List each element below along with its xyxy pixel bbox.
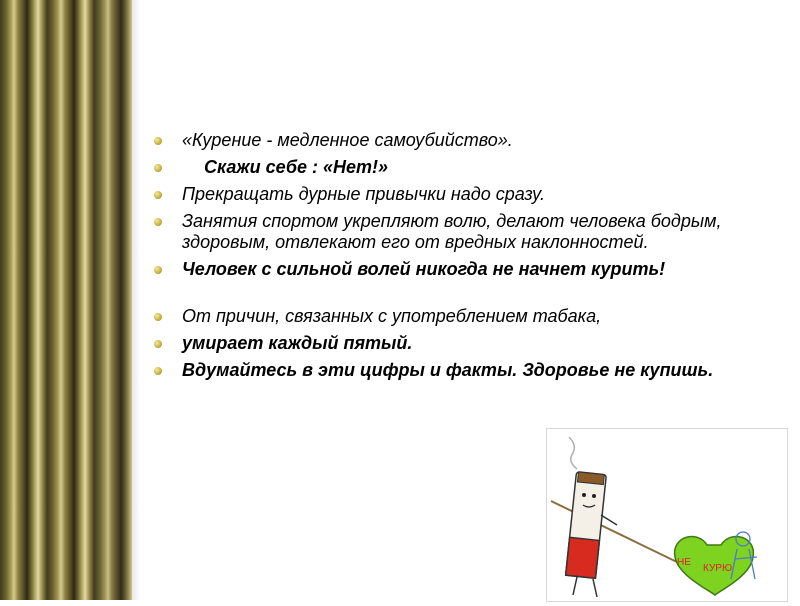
heart-label-2: КУРЮ bbox=[703, 563, 733, 574]
bullet-text: Человек с сильной волей никогда не начнет курить! bbox=[182, 259, 666, 279]
bullet-text: Вдумайтесь в эти цифры и факты. Здоровье не купишь. bbox=[182, 360, 714, 380]
slide-bullet-list bbox=[152, 130, 782, 387]
bullet-text: Прекращать дурные привычки надо сразу. bbox=[182, 184, 545, 204]
bullet-text: умирает каждый пятый. bbox=[182, 333, 413, 353]
drawing-svg bbox=[547, 429, 787, 601]
bullet-dot-icon bbox=[154, 164, 162, 172]
bullet-item bbox=[152, 360, 782, 381]
bullet-item bbox=[152, 130, 782, 151]
bullet-text: Скажи себе : «Нет!» bbox=[204, 157, 389, 177]
bullet-item bbox=[152, 211, 782, 253]
bullet-item bbox=[152, 184, 782, 205]
side-pattern-shadow bbox=[100, 0, 140, 600]
bullet-text: «Курение - медленное самоубийство». bbox=[182, 130, 513, 150]
heart-label-1: НЕ bbox=[677, 557, 691, 568]
bullet-dot-icon bbox=[154, 313, 162, 321]
bullet-item bbox=[152, 259, 782, 280]
bullet-text: От причин, связанных с употреблением табака, bbox=[182, 306, 602, 326]
smoke-icon bbox=[569, 437, 577, 469]
bullet-dot-icon bbox=[154, 266, 162, 274]
bullet-item bbox=[152, 333, 782, 354]
bullet-dot-icon bbox=[154, 340, 162, 348]
bullet-dot-icon bbox=[154, 191, 162, 199]
cigarette-character-icon bbox=[566, 472, 617, 597]
bullet-item bbox=[152, 306, 782, 327]
bullet-item bbox=[152, 157, 782, 178]
anti-smoking-drawing bbox=[546, 428, 788, 602]
bullet-dot-icon bbox=[154, 137, 162, 145]
bullet-dot-icon bbox=[154, 367, 162, 375]
bullet-dot-icon bbox=[154, 218, 162, 226]
bullet-text: Занятия спортом укрепляют волю, делают человека бодрым, здоровым, отвлекают его от вредных наклонностей. bbox=[182, 211, 722, 252]
